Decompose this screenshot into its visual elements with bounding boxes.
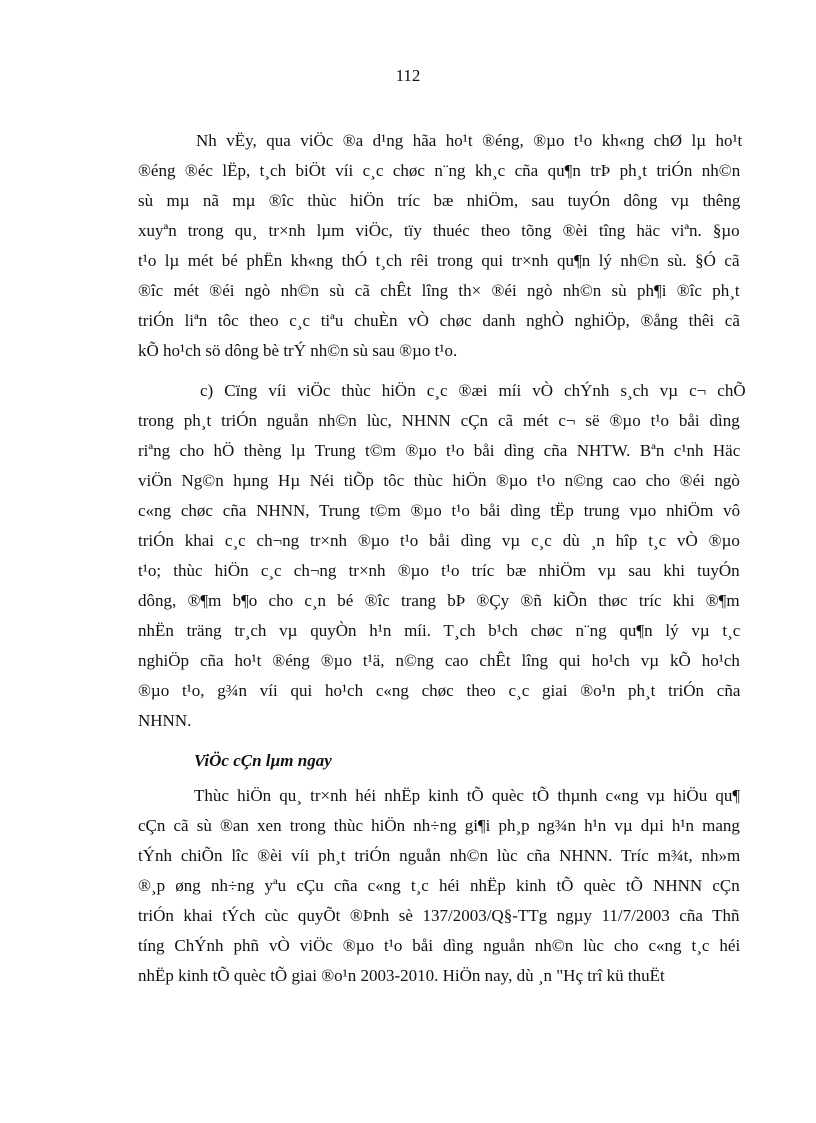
text-line: triÓn liªn tôc theo c¸c tiªu chuÈn vÒ chøc danh nghÒ nghiÖp, ®ång thêi cã <box>138 311 740 330</box>
text-line: nghiÖp cña ho¹t ®éng ®µo t¹ä, n©ng cao chÊt lîng qui ho¹ch vµ kÕ ho¹ch <box>138 651 740 670</box>
text-line: nhËn träng tr¸ch vµ quyÒn h¹n míi. T¸ch b¹ch chøc n¨ng qu¶n lý vµ t¸c <box>138 621 740 640</box>
text-line: Thùc hiÖn qu¸ tr×nh héi nhËp kinh tÕ quèc tÕ thµnh c«ng vµ hiÖu qu¶ <box>194 786 740 805</box>
text-line: Nh vËy, qua viÖc ®a d¹ng hãa ho¹t ®éng, ®µo t¹o kh«ng chØ lµ ho¹t <box>196 131 742 150</box>
text-line: c«ng chøc cña NHNN, Trung t©m ®µo t¹o båi dìng tËp trung vµo nhiÖm vô <box>138 501 740 520</box>
text-line: c) Cïng víi viÖc thùc hiÖn c¸c ®æi míi vÒ chÝnh s¸ch vµ c¬ chÕ <box>200 381 746 400</box>
text-line: riªng cho hÖ thèng lµ Trung t©m ®µo t¹o båi dìng cña NHTW. Bªn c¹nh Häc <box>138 441 740 460</box>
text-line: cÇn cã sù ®an xen trong thùc hiÖn nh÷ng gi¶i ph¸p ng¾n h¹n vµ dµi h¹n mang <box>138 816 740 835</box>
text-line: dông, ®¶m b¶o cho c¸n bé ®îc trang bÞ ®Çy ®ñ kiÕn thøc tríc khi ®¶m <box>138 591 740 610</box>
text-line: triÓn khai tÝch cùc quyÕt ®Þnh sè 137/2003/Q§-TTg ngµy 11/7/2003 cña Thñ <box>138 906 740 925</box>
text-line: ®µo t¹o, g¾n víi qui ho¹ch c«ng chøc theo c¸c giai ®o¹n ph¸t triÓn cña <box>138 681 740 700</box>
text-line: tÝnh chiÕn lîc ®èi víi ph¸t triÓn nguån nh©n lùc cña NHNN. Tríc m¾t, nh»m <box>138 846 740 865</box>
text-line: nhËp kinh tÕ quèc tÕ giai ®o¹n 2003-2010. HiÖn nay, dù ¸n "Hç trî kü thuËt <box>138 966 665 985</box>
text-line: ®¸p øng nh÷ng yªu cÇu cña c«ng t¸c héi nhËp kinh tÕ quèc tÕ NHNN cÇn <box>138 876 740 895</box>
text-line: sù mµ nã mµ ®îc thùc hiÖn tríc bæ nhiÖm, sau tuyÓn dông vµ thêng <box>138 191 740 210</box>
text-line: ®éng ®éc lËp, t¸ch biÖt víi c¸c chøc n¨ng kh¸c cña qu¶n trÞ ph¸t triÓn nh©n <box>138 161 740 180</box>
text-line: triÓn khai c¸c ch¬ng tr×nh ®µo t¹o båi dìng vµ c¸c dù ¸n hîp t¸c vÒ ®µo <box>138 531 740 550</box>
page-number: 112 <box>395 66 421 85</box>
text-line: tíng ChÝnh phñ vÒ viÖc ®µo t¹o båi dìng nguån nh©n lùc cho c«ng t¸c héi <box>138 936 740 955</box>
text-line: trong ph¸t triÓn nguån nh©n lùc, NHNN cÇn cã mét c¬ së ®µo t¹o båi dìng <box>138 411 740 430</box>
text-line: NHNN. <box>138 711 192 730</box>
text-line: t¹o; thùc hiÖn c¸c ch¬ng tr×nh ®µo t¹o tríc bæ nhiÖm vµ sau khi tuyÓn <box>138 561 740 580</box>
text-line: xuyªn trong qu¸ tr×nh lµm viÖc, tïy thuéc theo tõng ®èi tîng häc viªn. §µo <box>138 221 740 240</box>
text-line: t¹o lµ mét bé phËn kh«ng thÓ t¸ch rêi trong qui tr×nh qu¶n lý nh©n sù. §Ó cã <box>138 251 740 270</box>
section-heading: ViÖc cÇn lµm ngay <box>194 751 332 770</box>
text-line: ®îc mét ®éi ngò nh©n sù cã chÊt lîng th× ®éi ngò nh©n sù ph¶i ®îc ph¸t <box>138 281 740 300</box>
text-line: viÖn Ng©n hµng Hµ Néi tiÕp tôc thùc hiÖn ®µo t¹o n©ng cao cho ®éi ngò <box>138 471 740 490</box>
text-line: kÕ ho¹ch sö dông bè trÝ nh©n sù sau ®µo t¹o. <box>138 341 458 360</box>
